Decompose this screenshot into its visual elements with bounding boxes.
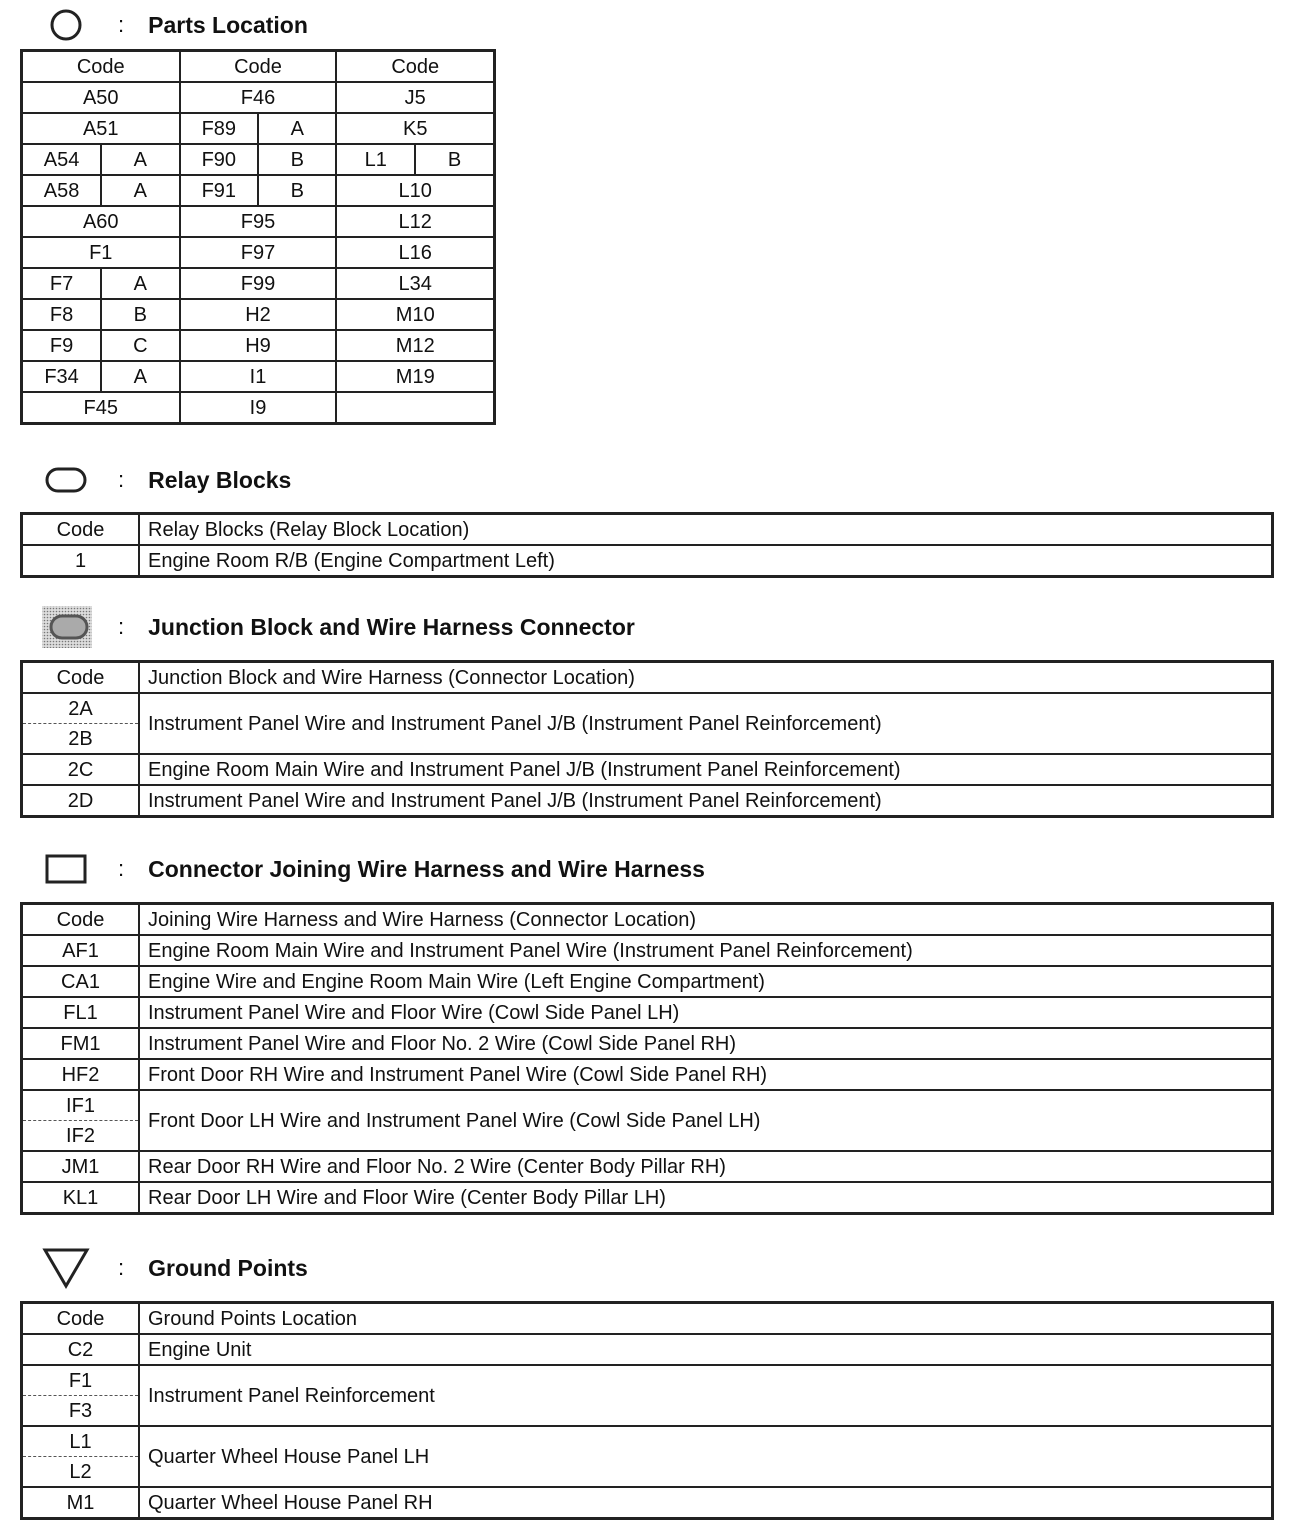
code-cell: F7 — [22, 268, 102, 299]
junction-block-table — [20, 660, 1274, 818]
code-cell: L1 — [22, 1426, 140, 1457]
code-cell: F1 — [22, 237, 180, 268]
code-header: Code — [22, 1303, 140, 1335]
code-cell: A54 — [22, 144, 102, 175]
code-cell: C2 — [22, 1334, 140, 1365]
code-header: Code — [22, 904, 140, 936]
parts-location-heading — [40, 5, 308, 45]
description-cell: Instrument Panel Wire and Floor No. 2 Wire (Cowl Side Panel RH) — [139, 1028, 1273, 1059]
location-letter-cell: B — [258, 175, 336, 206]
code-cell: A58 — [22, 175, 102, 206]
code-cell: I9 — [180, 392, 337, 424]
shaded-rounded-rectangle-icon — [40, 607, 92, 647]
code-cell: F1 — [22, 1365, 140, 1396]
column-header: Code — [180, 51, 337, 83]
table-row — [22, 392, 495, 424]
code-header: Code — [22, 514, 140, 546]
code-cell: L1 — [336, 144, 415, 175]
colon: : — [118, 467, 125, 492]
table-row — [22, 1365, 1273, 1396]
code-cell: 2D — [22, 785, 140, 817]
code-cell: F34 — [22, 361, 102, 392]
code-cell: L12 — [336, 206, 494, 237]
code-cell: F3 — [22, 1396, 140, 1427]
location-letter-cell: A — [101, 268, 179, 299]
connector-joining-table — [20, 902, 1274, 1215]
ground-points-heading — [40, 1248, 308, 1288]
code-cell: M12 — [336, 330, 494, 361]
code-cell: FL1 — [22, 997, 140, 1028]
location-letter-cell: A — [101, 175, 179, 206]
code-cell: L2 — [22, 1457, 140, 1488]
code-cell: IF2 — [22, 1121, 140, 1152]
table-row — [22, 206, 495, 237]
code-cell: CA1 — [22, 966, 140, 997]
code-cell: F99 — [180, 268, 337, 299]
code-cell: AF1 — [22, 935, 140, 966]
code-cell: F90 — [180, 144, 259, 175]
table-row — [22, 545, 1273, 577]
location-letter-cell: B — [258, 144, 336, 175]
header-row — [22, 904, 1273, 936]
code-cell: JM1 — [22, 1151, 140, 1182]
code-cell: F95 — [180, 206, 337, 237]
code-cell: F91 — [180, 175, 259, 206]
description-cell: Quarter Wheel House Panel LH — [139, 1426, 1273, 1487]
code-cell: A50 — [22, 82, 180, 113]
column-header: Code — [336, 51, 494, 83]
code-cell: I1 — [180, 361, 337, 392]
description-cell: Engine Wire and Engine Room Main Wire (Left Engine Compartment) — [139, 966, 1273, 997]
section-title: Connector Joining Wire Harness and Wire Harness — [148, 855, 705, 882]
code-cell: F9 — [22, 330, 102, 361]
table-row — [22, 1059, 1273, 1090]
table-row — [22, 1334, 1273, 1365]
location-letter-cell: A — [101, 361, 179, 392]
rounded-rectangle-icon — [40, 460, 92, 500]
colon: : — [118, 12, 125, 37]
table-row — [22, 1426, 1273, 1457]
code-cell — [336, 392, 494, 424]
table-row — [22, 268, 495, 299]
down-triangle-icon — [40, 1248, 92, 1288]
code-cell: 2B — [22, 724, 140, 755]
code-cell: K5 — [336, 113, 494, 144]
table-row — [22, 330, 495, 361]
description-cell: Rear Door LH Wire and Floor Wire (Center Body Pillar LH) — [139, 1182, 1273, 1214]
header-row — [22, 51, 495, 83]
rectangle-icon — [40, 849, 92, 889]
header-row — [22, 514, 1273, 546]
location-letter-cell: A — [101, 144, 179, 175]
code-cell: F8 — [22, 299, 102, 330]
code-cell: KL1 — [22, 1182, 140, 1214]
table-row — [22, 935, 1273, 966]
code-cell: IF1 — [22, 1090, 140, 1121]
code-cell: A60 — [22, 206, 180, 237]
parts-location-table — [20, 49, 496, 425]
description-cell: Front Door RH Wire and Instrument Panel Wire (Cowl Side Panel RH) — [139, 1059, 1273, 1090]
table-row — [22, 144, 495, 175]
code-cell: M1 — [22, 1487, 140, 1519]
location-letter-cell: B — [415, 144, 495, 175]
table-row — [22, 1028, 1273, 1059]
table-row — [22, 113, 495, 144]
description-cell: Instrument Panel Wire and Floor Wire (Cowl Side Panel LH) — [139, 997, 1273, 1028]
colon: : — [118, 856, 125, 881]
relay-blocks-heading — [40, 460, 291, 500]
code-cell: 2C — [22, 754, 140, 785]
description-header: Relay Blocks (Relay Block Location) — [139, 514, 1273, 546]
description-cell: Engine Room R/B (Engine Compartment Left) — [139, 545, 1273, 577]
table-row — [22, 1182, 1273, 1214]
table-row — [22, 299, 495, 330]
section-title: Relay Blocks — [148, 466, 292, 493]
table-row — [22, 997, 1273, 1028]
code-cell: M19 — [336, 361, 494, 392]
location-letter-cell: A — [258, 113, 336, 144]
description-cell: Front Door LH Wire and Instrument Panel Wire (Cowl Side Panel LH) — [139, 1090, 1273, 1151]
section-title: Parts Location — [148, 11, 308, 38]
code-cell: F46 — [180, 82, 337, 113]
code-cell: J5 — [336, 82, 494, 113]
section-title: Ground Points — [148, 1254, 308, 1281]
code-cell: 2A — [22, 693, 140, 724]
table-row — [22, 237, 495, 268]
code-cell: HF2 — [22, 1059, 140, 1090]
table-row — [22, 1487, 1273, 1519]
table-row — [22, 82, 495, 113]
table-row — [22, 1151, 1273, 1182]
connector-joining-heading — [40, 849, 705, 889]
ground-points-table — [20, 1301, 1274, 1520]
colon: : — [118, 614, 125, 639]
code-cell: H2 — [180, 299, 337, 330]
code-cell: A51 — [22, 113, 180, 144]
description-cell: Instrument Panel Wire and Instrument Panel J/B (Instrument Panel Reinforcement) — [139, 785, 1273, 817]
code-cell: L16 — [336, 237, 494, 268]
header-row — [22, 1303, 1273, 1335]
code-cell: L10 — [336, 175, 494, 206]
circle-icon — [40, 5, 92, 45]
table-row — [22, 693, 1273, 724]
header-row — [22, 662, 1273, 694]
description-cell: Rear Door RH Wire and Floor No. 2 Wire (Center Body Pillar RH) — [139, 1151, 1273, 1182]
table-row — [22, 966, 1273, 997]
description-cell: Instrument Panel Reinforcement — [139, 1365, 1273, 1426]
code-cell: 1 — [22, 545, 140, 577]
table-row — [22, 361, 495, 392]
colon: : — [118, 1255, 125, 1280]
code-cell: H9 — [180, 330, 337, 361]
description-cell: Engine Unit — [139, 1334, 1273, 1365]
description-cell: Engine Room Main Wire and Instrument Panel J/B (Instrument Panel Reinforcement) — [139, 754, 1273, 785]
relay-blocks-table — [20, 512, 1274, 578]
code-cell: F89 — [180, 113, 259, 144]
code-header: Code — [22, 662, 140, 694]
location-letter-cell: B — [101, 299, 179, 330]
code-cell: L34 — [336, 268, 494, 299]
description-cell: Instrument Panel Wire and Instrument Panel J/B (Instrument Panel Reinforcement) — [139, 693, 1273, 754]
code-cell: M10 — [336, 299, 494, 330]
description-header: Joining Wire Harness and Wire Harness (Connector Location) — [139, 904, 1273, 936]
description-cell: Quarter Wheel House Panel RH — [139, 1487, 1273, 1519]
junction-block-heading — [40, 607, 635, 647]
description-header: Ground Points Location — [139, 1303, 1273, 1335]
table-row — [22, 1090, 1273, 1121]
description-cell: Engine Room Main Wire and Instrument Panel Wire (Instrument Panel Reinforcement) — [139, 935, 1273, 966]
table-row — [22, 175, 495, 206]
table-row — [22, 754, 1273, 785]
description-header: Junction Block and Wire Harness (Connector Location) — [139, 662, 1273, 694]
location-letter-cell: C — [101, 330, 179, 361]
table-row — [22, 785, 1273, 817]
code-cell: F45 — [22, 392, 180, 424]
section-title: Junction Block and Wire Harness Connector — [148, 613, 635, 640]
code-cell: F97 — [180, 237, 337, 268]
code-cell: FM1 — [22, 1028, 140, 1059]
column-header: Code — [22, 51, 180, 83]
